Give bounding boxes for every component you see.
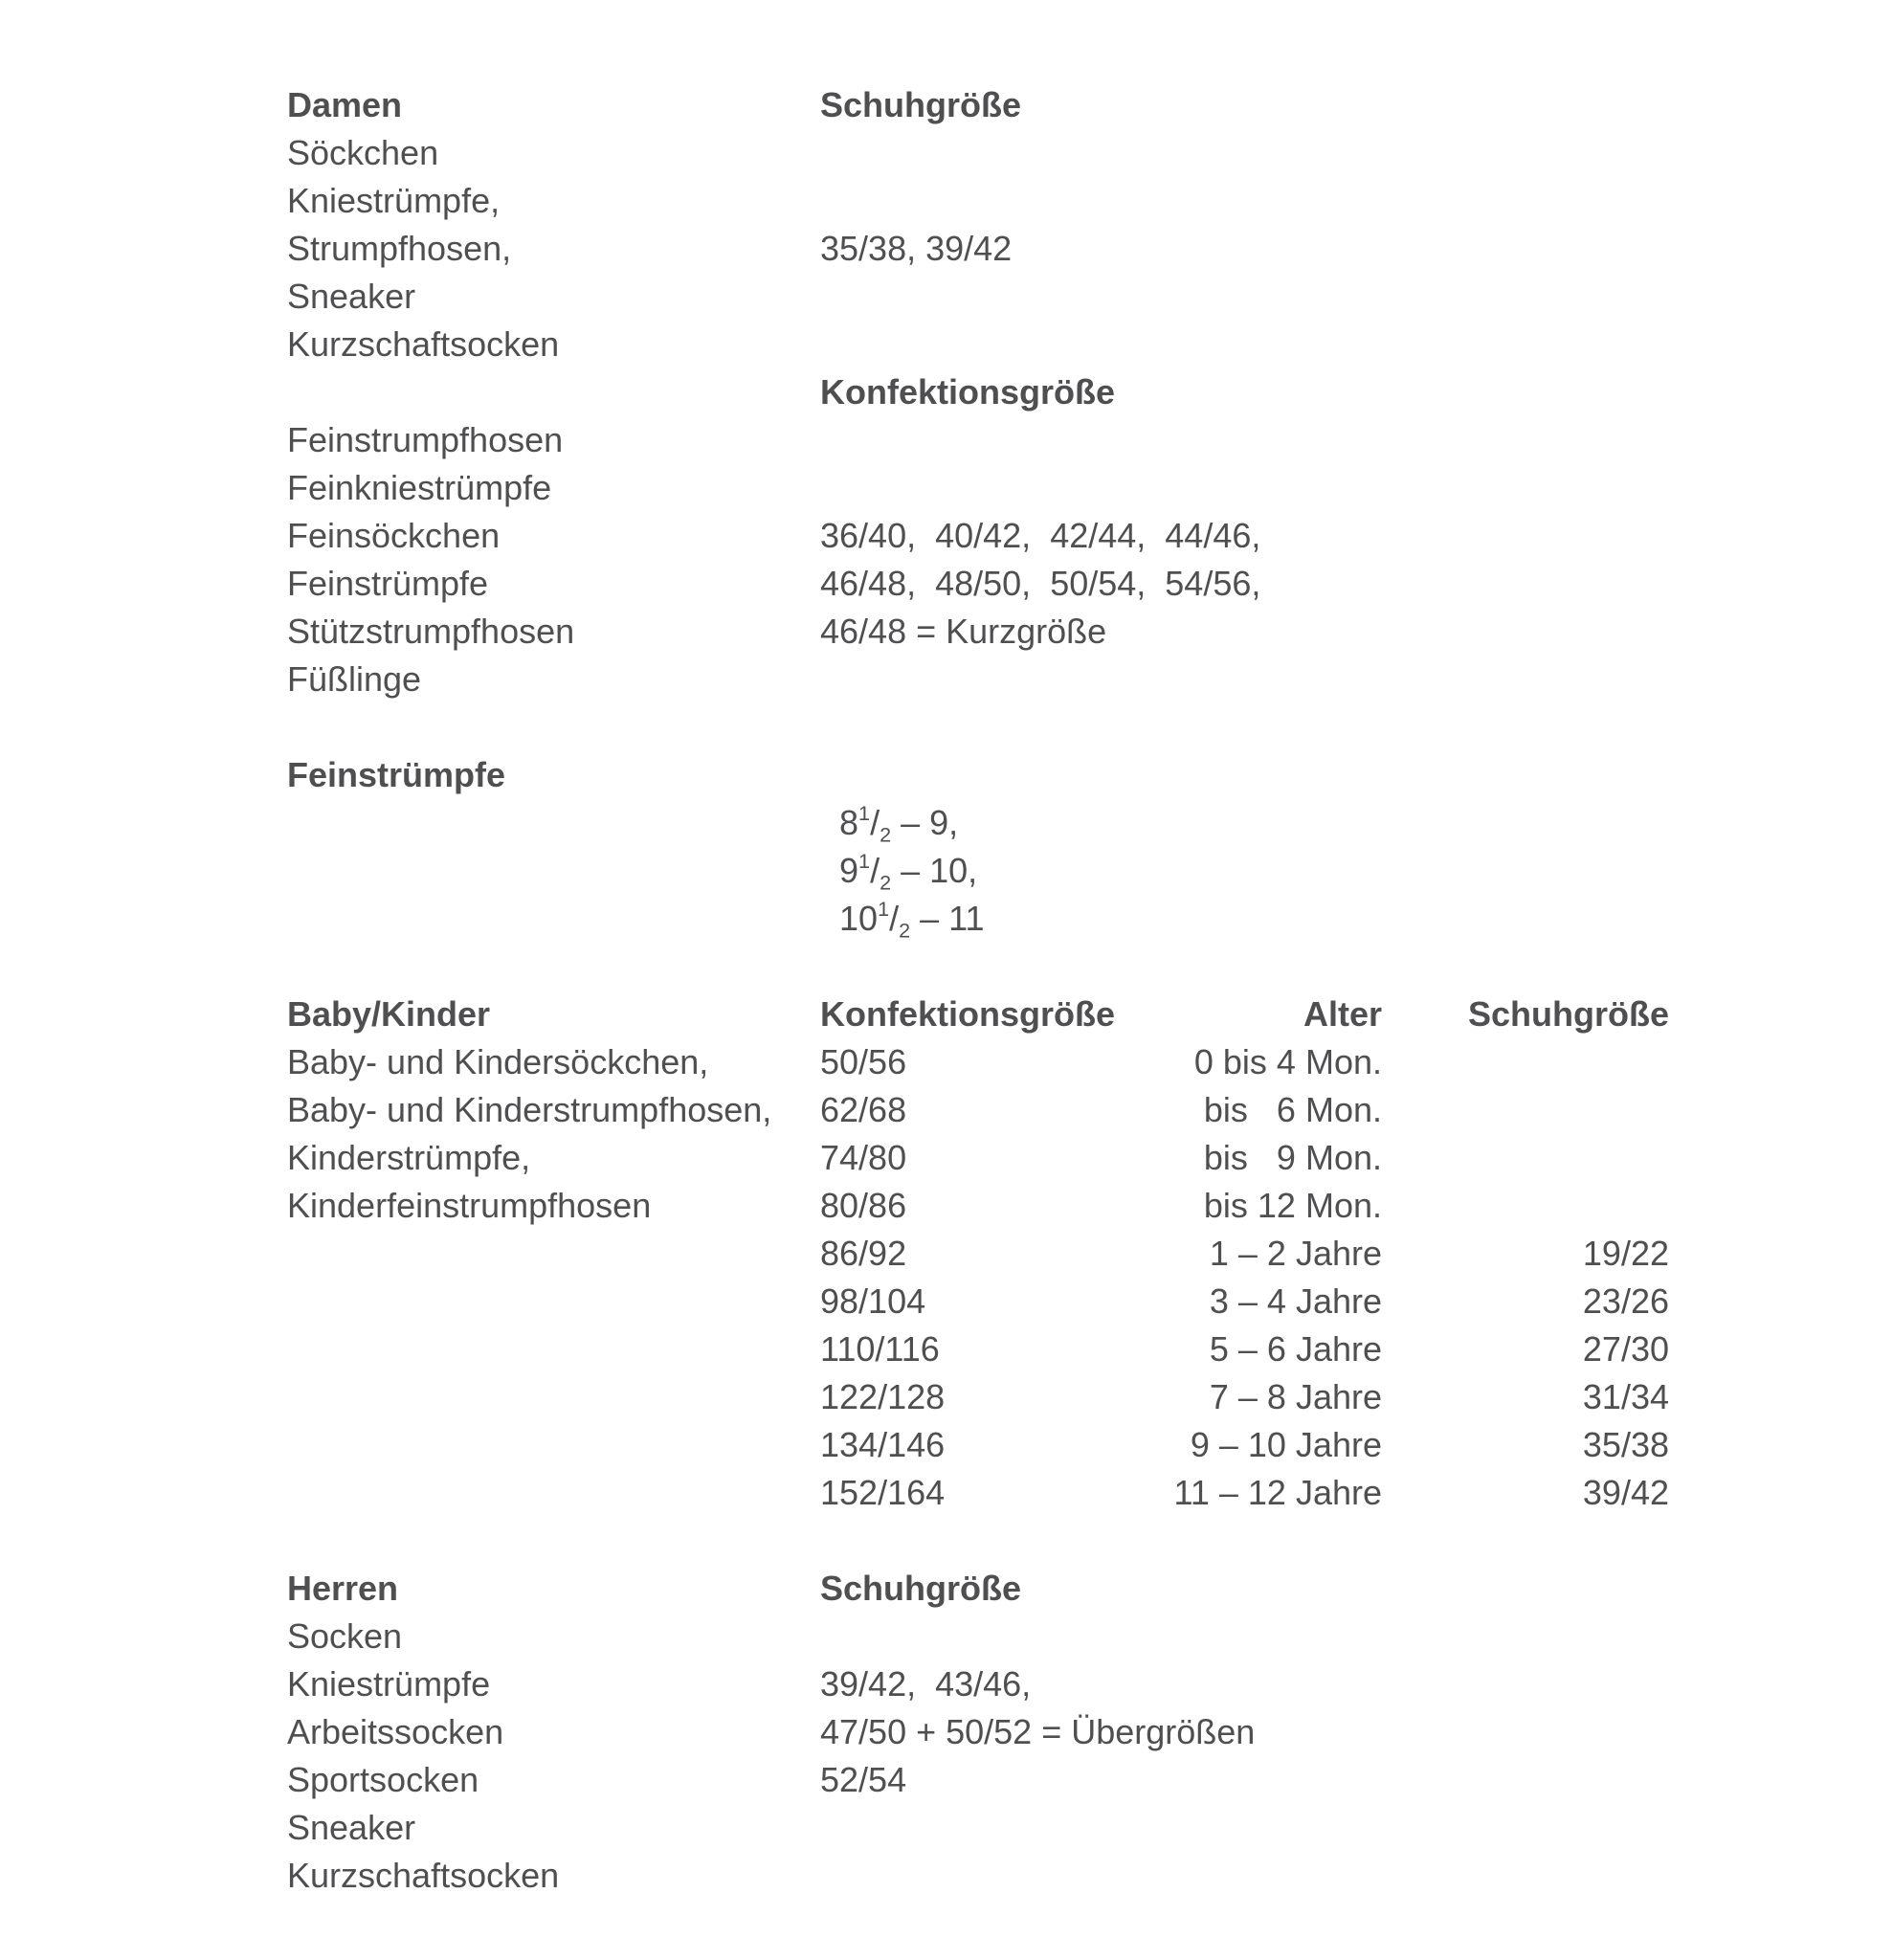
konfektion-value: 74/80 xyxy=(820,1138,907,1177)
column-heading-konfektionsgroesse: Konfektionsgröße xyxy=(820,994,1116,1034)
product-item: Kurzschaftsocken xyxy=(287,324,560,364)
schuh-value: 39/42 xyxy=(1582,1473,1669,1512)
column-heading-konfektionsgroesse: Konfektionsgröße xyxy=(820,372,1116,412)
alter-value: 3 – 4 Jahre xyxy=(1209,1281,1382,1321)
fraction-size: $8^1/_2 - 9$, xyxy=(839,800,959,847)
konfektion-value: 80/86 xyxy=(820,1186,907,1225)
schuh-value: 35/38 xyxy=(1582,1425,1669,1464)
schuh-value: 31/34 xyxy=(1582,1377,1669,1416)
product-item: Feinkniestrümpfe xyxy=(287,468,552,507)
size-values: 35/38, 39/42 xyxy=(820,229,1013,268)
alter-value: 9 – 10 Jahre xyxy=(1190,1425,1382,1464)
fractional-sizes xyxy=(820,751,1006,943)
alter-value: 1 – 2 Jahre xyxy=(1209,1234,1382,1273)
size-values: 46/48 = Kurzgröße xyxy=(820,612,1107,651)
product-item: Strumpfhosen, xyxy=(287,229,512,268)
alter-value: bis 6 Mon. xyxy=(1203,1090,1382,1129)
product-item: Kniestrümpfe xyxy=(287,1664,491,1704)
product-item: Baby- und Kindersöckchen, xyxy=(287,1042,709,1081)
column-heading-schuhgroesse: Schuhgröße xyxy=(1467,994,1669,1034)
column-heading-alter: Alter xyxy=(1303,994,1382,1034)
section-heading-herren: Herren xyxy=(287,1569,399,1608)
alter-value: bis 9 Mon. xyxy=(1203,1138,1382,1177)
fraction-size: $10^1/_2 - 11$ xyxy=(839,896,985,943)
schuh-value: 23/26 xyxy=(1582,1281,1669,1321)
product-item: Sneaker xyxy=(287,1808,416,1847)
size-values: 36/40, 40/42, 42/44, 44/46, xyxy=(820,516,1261,555)
column-heading-schuhgroesse: Schuhgröße xyxy=(820,85,1022,124)
section-heading-damen: Damen xyxy=(287,85,403,124)
konfektion-value: 152/164 xyxy=(820,1473,946,1512)
size-values: 47/50 + 50/52 = Übergrößen xyxy=(820,1712,1256,1751)
konfektion-value: 86/92 xyxy=(820,1234,907,1273)
konfektion-value: 134/146 xyxy=(820,1425,946,1464)
product-item: Socken xyxy=(287,1616,403,1656)
size-values: 39/42, 43/46, xyxy=(820,1664,1032,1704)
product-item: Sneaker xyxy=(287,277,416,316)
fraction-size: $9^1/_2 - 10$, xyxy=(839,848,978,895)
product-item: Feinstrumpfhosen xyxy=(287,420,564,459)
alter-value: bis 12 Mon. xyxy=(1203,1186,1382,1225)
column-heading-schuhgroesse: Schuhgröße xyxy=(820,1569,1022,1608)
product-item: Feinstrümpfe xyxy=(287,564,489,603)
schuh-value: 27/30 xyxy=(1582,1329,1669,1369)
alter-value: 11 – 12 Jahre xyxy=(1173,1473,1382,1512)
konfektion-value: 50/56 xyxy=(820,1042,907,1081)
alter-value: 5 – 6 Jahre xyxy=(1209,1329,1382,1369)
alter-value: 7 – 8 Jahre xyxy=(1209,1377,1382,1416)
alter-value: 0 bis 4 Mon. xyxy=(1193,1042,1382,1081)
size-values: 52/54 xyxy=(820,1760,907,1799)
schuh-value: 19/22 xyxy=(1582,1234,1669,1273)
product-item: Kniestrümpfe, xyxy=(287,181,501,220)
product-item: Stützstrumpfhosen xyxy=(287,612,575,651)
product-item: Arbeitssocken xyxy=(287,1712,504,1751)
product-item: Kinderstrümpfe, xyxy=(287,1138,531,1177)
konfektion-value: 62/68 xyxy=(820,1090,907,1129)
konfektion-value: 110/116 xyxy=(820,1329,940,1369)
konfektion-value: 98/104 xyxy=(820,1281,926,1321)
product-item: Kinderfeinstrumpfhosen xyxy=(287,1186,652,1225)
product-item: Feinsöckchen xyxy=(287,516,501,555)
konfektion-value: 122/128 xyxy=(820,1377,946,1416)
size-values: 46/48, 48/50, 50/54, 54/56, xyxy=(820,564,1261,603)
section-heading-feinstruempfe: Feinstrümpfe xyxy=(287,755,506,794)
product-item: Füßlinge xyxy=(287,659,422,699)
product-item: Sportsocken xyxy=(287,1760,479,1799)
product-item: Söckchen xyxy=(287,133,439,172)
product-item: Kurzschaftsocken xyxy=(287,1856,560,1895)
section-heading-baby-kinder: Baby/Kinder xyxy=(287,994,491,1034)
product-item: Baby- und Kinderstrumpfhosen, xyxy=(287,1090,772,1129)
